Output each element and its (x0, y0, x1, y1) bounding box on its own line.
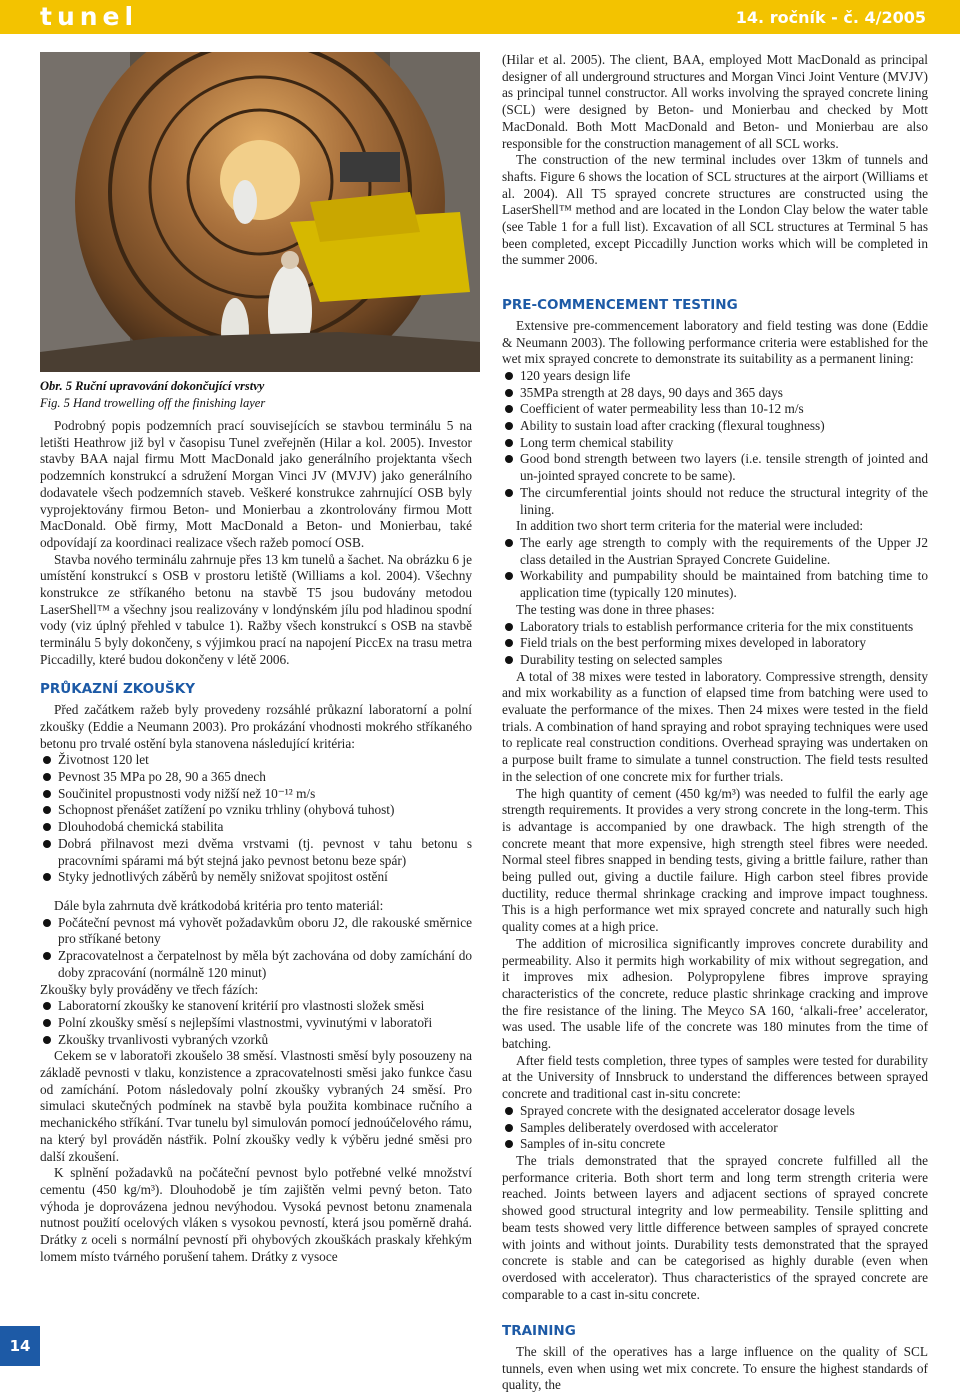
paragraph: The skill of the operatives has a large influence on the quality of SCL tunnels, even when using wet mix concrete. To ensure the highest standards of quality, the (502, 1344, 928, 1393)
list-item: Počáteční pevnost má vyhovět požadavkům oboru J2, dle rakouské směrnice pro stříkané betony (40, 915, 472, 948)
caption-cz: Obr. 5 Ruční upravování dokončující vrstvy (40, 379, 265, 393)
list-item: Ability to sustain load after cracking (flexural toughness) (502, 418, 928, 435)
paragraph: K splnění požadavků na počáteční pevnost bylo potřebné velké množství cementu (450 kg/m³). Dlouhodobě je tím zajištěn velmi pevný beton. Tato výhoda je doprovázena jednou nevýhodou. Vysoká pevnost betonu znamenala nutnost použití ocelových vláken s vysokou pevností, která jsou poměrně drahá. Drátky z oceli s normální pevností při ohybových zkouškách praskaly křehkým lomem místo tvárného porušení tahem. Drátky z vysoce (40, 1165, 472, 1264)
list-item: Sprayed concrete with the designated accelerator dosage levels (502, 1103, 928, 1120)
list-item: Samples deliberately overdosed with accelerator (502, 1120, 928, 1137)
list-item: Coefficient of water permeability less than 10-12 m/s (502, 401, 928, 418)
bullet-list (502, 368, 928, 518)
paragraph: The addition of microsilica significantly improves concrete durability and permeability. Also it permits high workability of mix without segregation, and it improves mix adhesion. Polypropylene fibres improve spraying characteristics of the concrete, reduce plastic shrinkage cracking and improve the fire resistance of the lining. The Meyco SA 160, ‘alkali-free’ accelerator, was used. The usable life of the concrete was 180 minutes from the time of batching. (502, 935, 928, 1052)
list-item: Zkoušky trvanlivosti vybraných vzorků (40, 1032, 472, 1049)
bullet-list (40, 915, 472, 982)
paragraph: The construction of the new terminal includes over 13km of tunnels and shafts. Figure 6 shows the location of SCL structures at the airport (Williams et al. 2004). All T5 sprayed concrete structures are constructed using the LaserShell™ method and are located in the London Clay below the water table (see Table 1 for a full list). Excavation of all SCL structures at Terminal 5 has been completed, except Piccadilly Junction works which will be completed in the summer 2006. (502, 152, 928, 268)
header-bar (0, 0, 960, 34)
tunnel-photo (40, 52, 480, 372)
list-item: Schopnost přenášet zatížení po vzniku trhliny (ohybová tuhost) (40, 802, 472, 819)
list-item: Součinitel propustnosti vody nižší než 10⁻¹² m/s (40, 786, 472, 803)
list-item: 120 years design life (502, 368, 928, 385)
paragraph: (Hilar et al. 2005). The client, BAA, employed Mott MacDonald as principal designer of all underground structures and Morgan Vinci Joint Venture (MVJV) as principal tunnel constructor. All works involving the sprayed concrete lining (SCL) were designed by Beton- und Monierbau and checked by Mott MacDonald. Both Mott MacDonald and Beton- und Monierbau are also responsible for the construction management of all SCL works. (502, 52, 928, 151)
tunel-logo: tunel (40, 2, 139, 31)
list-item: Samples of in-situ concrete (502, 1136, 928, 1153)
list-item: Workability and pumpability should be maintained from batching time to application time (typically 120 minutes). (502, 568, 928, 601)
paragraph: After field tests completion, three types of samples were tested for durability at the University of Innsbruck to understand the differences between sprayed concrete and traditional cast in-situ concrete: (502, 1052, 928, 1102)
section-heading: TRAINING (502, 1323, 576, 1340)
list-item: Laboratorní zkoušky ke stanovení kritérií pro vlastnosti složek směsi (40, 998, 472, 1015)
list-item: Field trials on the best performing mixes developed in laboratory (502, 635, 928, 652)
page-number: 14 (0, 1326, 40, 1366)
list-item: The circumferential joints should not reduce the structural integrity of the lining. (502, 485, 928, 518)
list-item: Zpracovatelnost a čerpatelnost by měla být zachována od doby zamíchání do doby zpracování (normálně 120 minut) (40, 948, 472, 981)
paragraph: Podrobný popis podzemních prací souvisejících se stavbou terminálu 5 na letišti Heathrow již byl v časopisu Tunel zveřejněn (Hilar a kol. 2005). Investor stavby BAA najal firmu Mott MacDonald jako generálního projektanta všech podzemních konstrukcí a sdružení Morgan Vinci JV (MVJV) jako generálního dodavatele všech podzemních staveb. Veškeré konstrukce zahrnující OSB byly vyprojektovány firmou Beton- und Monierbau a zkontrolovány firmou Mott MacDonald. Obě firmy, Mott MacDonald a Beton- und Monierbau, také odpovídají za koordinaci realizace všech ražeb pomocí OSB. (40, 418, 472, 550)
list-item: Pevnost 35 MPa po 28, 90 a 365 dnech (40, 769, 472, 786)
list-item: Durability testing on selected samples (502, 652, 928, 669)
section-heading: PRŮKAZNÍ ZKOUŠKY (40, 680, 196, 697)
paragraph: Zkoušky byly prováděny ve třech fázích: (40, 981, 259, 997)
list-item: 35MPa strength at 28 days, 90 days and 365 days (502, 385, 928, 402)
section-heading: PRE-COMMENCEMENT TESTING (502, 297, 738, 314)
caption-en: Fig. 5 Hand trowelling off the finishing layer (40, 396, 266, 410)
paragraph: Před začátkem ražeb byly provedeny rozsáhlé průkazní laboratorní a polní zkoušky (Eddie a Neumann 2003). Pro prokázání vhodnosti mokrého stříkaného betonu pro trvalé ostění byla stanovena následující kritéria: (40, 702, 472, 751)
left-column (40, 418, 472, 1265)
paragraph: The high quantity of cement (450 kg/m³) was needed to fulfil the early age strength requirements. It provides a very strong concrete in the long-term. This is advantage is accompanied by one drawback. The high strength of the concrete meant that more expensive, high strength steel fibres were needed. Normal steel fibres snapped in bending tests, giving a brittle failure, rather than being pulled out, giving a ductile failure. High carbon steel fibres provide ductility, reduce thermal shrinkage cracking and improve impact toughness. This is a high performance wet mix sprayed concrete and naturally such high quality comes at a high price. (502, 785, 928, 935)
paragraph: The testing was done in three phases: (516, 601, 715, 617)
bullet-list (40, 998, 472, 1048)
right-column (502, 52, 928, 1394)
figure-caption (40, 378, 265, 412)
list-item: Styky jednotlivých záběrů by neměly snižovat spojitost ostění (40, 869, 472, 886)
list-item: Good bond strength between two layers (i.e. tensile strength of jointed and un-jointed sprayed concrete to be same). (502, 451, 928, 484)
list-item: Long term chemical stability (502, 435, 928, 452)
paragraph: In addition two short term criteria for the material were included: (516, 518, 864, 534)
bullet-list (502, 619, 928, 669)
bullet-list (502, 1103, 928, 1153)
paragraph: The trials demonstrated that the sprayed concrete fulfilled all the performance criteria. Both short term and long term strength criteria were reached. Joints between layers and adjacent sections of sprayed concrete showed good structural integrity and low permeability. Tensile splitting and beam tests showed very little difference between samples of sprayed concrete with joints and without joints. Durability tests demonstrated that the sprayed concrete is stable and can be categorised as highly durable (even when overdosed with accelerator). Thus characteristics of the sprayed concrete are comparable to a cast in-situ concrete. (502, 1153, 928, 1302)
bullet-list (40, 752, 472, 886)
issue-label: 14. ročník - č. 4/2005 (735, 8, 926, 27)
list-item: Dobrá přilnavost mezi dvěma vrstvami (tj. pevnost v tahu betonu s pracovními spárami má být stejná jako pevnost betonu beze spár) (40, 836, 472, 869)
list-item: The early age strength to comply with the requirements of the Upper J2 class detailed in the Austrian Sprayed Concrete Guideline. (502, 535, 928, 568)
paragraph: Stavba nového terminálu zahrnuje přes 13 km tunelů a šachet. Na obrázku 6 je umístění konstrukcí s OSB v prostoru letiště (Williams a kol. 2004). Všechny konstrukce ze stříkaného betonu na stavbě T5 jsou budovány metodou LaserShell™ a všechny jsou realizovány v londýnském jílu pod hladinou spodní vody (viz úplný přehled v tabulce 1). Ražby všech konstrukcí s OSB na stavbě terminálu 5 byly dokončeny, s výjimkou prací na napojení PiccEx na trasu metra Piccadilly, které budou dokončeny v létě 2006. (40, 551, 472, 667)
list-item: Laboratory trials to establish performance criteria for the mix constituents (502, 619, 928, 636)
bullet-list (502, 535, 928, 602)
paragraph: A total of 38 mixes were tested in laboratory. Compressive strength, density and mix workability as a function of elapsed time from batching were used to evaluate the performance of the mixes. Then 24 mixes were tested in the field trials. A combination of hand spraying and robot spraying techniques were used to replicate real construction conditions. Overhead spraying was undertaken on a purpose built frame to simulate a tunnel construction. The field tests resulted in the selection of one concrete mix for further trials. (502, 668, 928, 784)
list-item: Dlouhodobá chemická stabilita (40, 819, 472, 836)
list-item: Životnost 120 let (40, 752, 472, 769)
paragraph: Cekem se v laboratoři zkoušelo 38 směsí. Vlastnosti směsí byly posouzeny na základě pevnosti v tlaku, konzistence a zpracovatelnosti směsi jako funkce času od zamíchání. Potom následovaly polní zkoušky vybraných 24 směsí. Pro simulaci skutečných podmínek na stavbě byla použita kombinace ručního a mechanického stříkání. Tvar tunelu byl simulován pomocí jednoúčelového rámu, na který byl prováděn nástřik. Polní zkoušky vedly k výběru jedné směsi pro další zkoušení. (40, 1048, 472, 1164)
paragraph: Extensive pre-commencement laboratory and field testing was done (Eddie & Neumann 2003). The following performance criteria were established for the wet mix sprayed concrete to demonstrate its suitability as a permanent lining: (502, 317, 928, 367)
list-item: Polní zkoušky směsí s nejlepšími vlastnostmi, vyvinutými v laboratoři (40, 1015, 472, 1032)
paragraph: Dále byla zahrnuta dvě krátkodobá kritéria pro tento materiál: (54, 897, 384, 913)
